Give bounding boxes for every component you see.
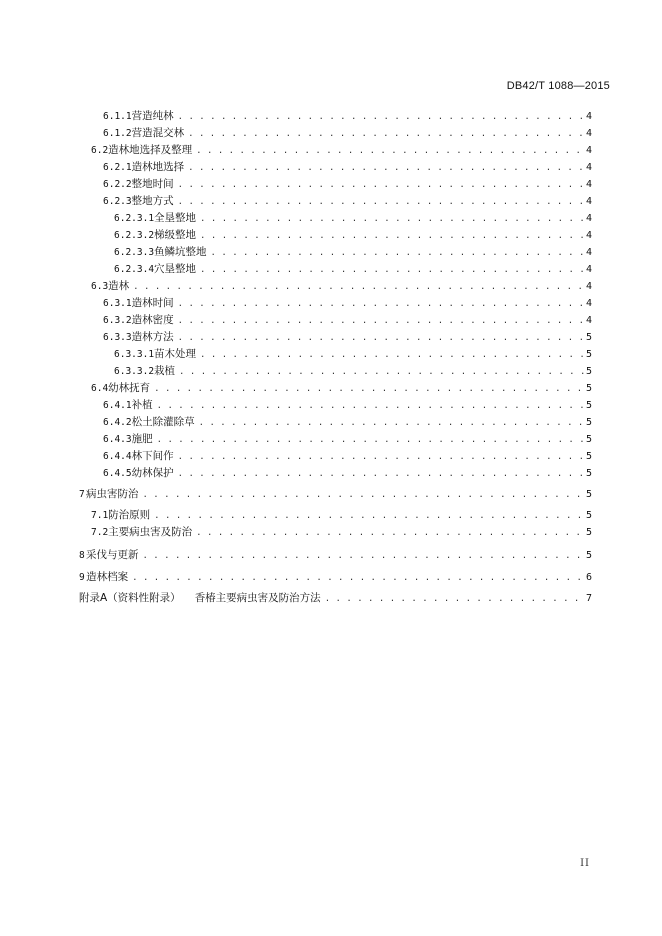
toc-entry-title: 防治原则 bbox=[108, 509, 151, 521]
page-number: II bbox=[580, 858, 590, 869]
toc-entry-number: 6.4.2 bbox=[103, 417, 132, 428]
toc-entry-number: 6.4.1 bbox=[103, 400, 132, 411]
toc-entry[interactable] bbox=[91, 525, 592, 540]
toc-entry-title: 栽植 bbox=[154, 365, 176, 377]
toc-entry-title: 造林密度 bbox=[131, 314, 174, 326]
toc-entry-title: 苗木处理 bbox=[154, 348, 197, 360]
toc-entry-title: 营造纯林 bbox=[131, 110, 174, 122]
toc-leader-dots bbox=[178, 450, 586, 464]
toc-entry[interactable] bbox=[103, 126, 592, 141]
toc-entry[interactable] bbox=[91, 381, 592, 396]
toc-leader-dots bbox=[200, 348, 586, 362]
toc-entry[interactable] bbox=[103, 194, 592, 209]
toc-leader-dots bbox=[178, 314, 586, 328]
toc-entry-page: 4 bbox=[585, 162, 592, 173]
toc-entry[interactable] bbox=[103, 330, 592, 345]
toc-entry-page: 5 bbox=[585, 489, 592, 500]
toc-leader-dots bbox=[178, 178, 586, 192]
toc-entry-page: 5 bbox=[585, 349, 592, 360]
table-of-contents bbox=[0, 106, 662, 626]
toc-entry-page: 6 bbox=[585, 572, 592, 583]
toc-entry-page: 4 bbox=[585, 315, 592, 326]
toc-entry-page: 5 bbox=[585, 417, 592, 428]
toc-leader-dots bbox=[132, 571, 586, 585]
toc-entry[interactable] bbox=[114, 364, 592, 379]
toc-entry-number: 6.3.2 bbox=[103, 315, 132, 326]
toc-entry-page: 5 bbox=[585, 383, 592, 394]
toc-entry-appendix[interactable] bbox=[79, 591, 592, 606]
toc-entry-title: 整地时间 bbox=[131, 178, 174, 190]
toc-entry-number: 6.4.4 bbox=[103, 451, 132, 462]
toc-leader-dots bbox=[200, 263, 586, 277]
toc-entry-page: 4 bbox=[585, 247, 592, 258]
toc-entry-number: 9 bbox=[79, 572, 85, 583]
toc-entry-title: 松土除灌除草 bbox=[131, 416, 195, 428]
toc-entry-title: 造林 bbox=[108, 280, 130, 292]
toc-leader-dots bbox=[196, 144, 586, 158]
toc-entry-number: 6.2.1 bbox=[103, 162, 132, 173]
toc-entry-page: 4 bbox=[585, 298, 592, 309]
page-header: DB42/T 1088—2015 bbox=[506, 80, 610, 92]
toc-entry[interactable] bbox=[79, 487, 592, 502]
toc-entry-title: 营造混交林 bbox=[131, 127, 185, 139]
toc-entry-title: 采伐与更新 bbox=[85, 549, 139, 561]
toc-entry-page: 4 bbox=[585, 281, 592, 292]
toc-entry-page: 4 bbox=[585, 179, 592, 190]
toc-entry-page: 4 bbox=[585, 196, 592, 207]
toc-leader-dots bbox=[142, 549, 586, 563]
toc-entry-page: 5 bbox=[585, 332, 592, 343]
toc-entry[interactable] bbox=[114, 228, 592, 243]
toc-entry-title: 主要病虫害及防治 bbox=[108, 526, 193, 538]
toc-entry-number: 6.2.3.4 bbox=[114, 264, 155, 275]
toc-entry-number: 6.2.3 bbox=[103, 196, 132, 207]
toc-entry[interactable] bbox=[103, 432, 592, 447]
toc-entry-number: 8 bbox=[79, 550, 85, 561]
toc-leader-dots bbox=[325, 592, 586, 606]
toc-entry-title: 施肥 bbox=[131, 433, 153, 445]
toc-entry-title: 造林地选择 bbox=[131, 161, 185, 173]
toc-entry-title: 造林地选择及整理 bbox=[108, 144, 193, 156]
toc-entry-title: 整地方式 bbox=[131, 195, 174, 207]
toc-entry-page: 5 bbox=[585, 550, 592, 561]
toc-entry[interactable] bbox=[114, 262, 592, 277]
toc-entry[interactable] bbox=[79, 548, 592, 563]
toc-entry-page: 4 bbox=[585, 145, 592, 156]
toc-leader-dots bbox=[154, 509, 586, 523]
toc-entry-page: 4 bbox=[585, 264, 592, 275]
toc-entry-title: 幼林抚育 bbox=[108, 382, 151, 394]
toc-leader-dots bbox=[200, 212, 586, 226]
toc-entry[interactable] bbox=[114, 347, 592, 362]
toc-entry[interactable] bbox=[103, 466, 592, 481]
toc-entry-number: 6.1.1 bbox=[103, 111, 132, 122]
toc-entry-page: 4 bbox=[585, 213, 592, 224]
toc-leader-dots bbox=[178, 195, 586, 209]
toc-entry-number: 7.1 bbox=[91, 510, 109, 521]
toc-entry-title: 鱼鳞坑整地 bbox=[154, 246, 207, 258]
toc-entry-number: 附录A（资料性附录） bbox=[79, 592, 181, 604]
toc-entry[interactable] bbox=[79, 570, 592, 585]
toc-leader-dots bbox=[178, 110, 586, 124]
toc-entry[interactable] bbox=[91, 143, 592, 158]
toc-entry-title: 梯级整地 bbox=[154, 229, 197, 241]
toc-entry[interactable] bbox=[114, 211, 592, 226]
toc-entry-title: 造林时间 bbox=[131, 297, 174, 309]
toc-entry-number: 6.2.2 bbox=[103, 179, 132, 190]
toc-entry-page: 4 bbox=[585, 128, 592, 139]
toc-leader-dots bbox=[133, 280, 586, 294]
toc-entry[interactable] bbox=[103, 415, 592, 430]
toc-entry-title: 香椿主要病虫害及防治方法 bbox=[194, 592, 321, 604]
toc-entry-page: 5 bbox=[585, 400, 592, 411]
toc-entry[interactable] bbox=[103, 160, 592, 175]
toc-leader-dots bbox=[178, 331, 586, 345]
toc-entry-title: 造林方法 bbox=[131, 331, 174, 343]
toc-entry-title: 林下间作 bbox=[131, 450, 174, 462]
toc-entry-number: 6.3.3.1 bbox=[114, 349, 155, 360]
toc-entry-number: 6.3.3 bbox=[103, 332, 132, 343]
toc-leader-dots bbox=[142, 488, 586, 502]
toc-entry-page: 5 bbox=[585, 451, 592, 462]
toc-entry-number: 6.2.3.1 bbox=[114, 213, 155, 224]
toc-entry-title: 补植 bbox=[131, 399, 153, 411]
toc-entry-title: 病虫害防治 bbox=[85, 488, 139, 500]
toc-leader-dots bbox=[157, 399, 586, 413]
toc-entry-page: 5 bbox=[585, 468, 592, 479]
toc-entry-number: 6.4 bbox=[91, 383, 109, 394]
toc-leader-dots bbox=[211, 246, 586, 260]
toc-leader-dots bbox=[179, 365, 586, 379]
toc-entry-number: 6.2.3.2 bbox=[114, 230, 155, 241]
toc-entry-number: 7 bbox=[79, 489, 85, 500]
toc-entry-title: 造林档案 bbox=[86, 571, 129, 583]
toc-entry[interactable] bbox=[103, 109, 592, 124]
toc-entry-page: 5 bbox=[585, 527, 592, 538]
toc-leader-dots bbox=[199, 416, 586, 430]
toc-leader-dots bbox=[196, 526, 586, 540]
toc-entry-page: 5 bbox=[585, 510, 592, 521]
toc-entry-number: 6.2.3.3 bbox=[114, 247, 155, 258]
toc-entry-title: 全垦整地 bbox=[154, 212, 197, 224]
toc-entry-number: 6.4.3 bbox=[103, 434, 132, 445]
toc-entry-page: 7 bbox=[585, 593, 592, 604]
toc-leader-dots bbox=[157, 433, 586, 447]
toc-entry-number: 7.2 bbox=[91, 527, 109, 538]
toc-entry-number: 6.3.3.2 bbox=[114, 366, 155, 377]
toc-entry-page: 4 bbox=[585, 230, 592, 241]
toc-entry-number: 6.3.1 bbox=[103, 298, 132, 309]
toc-entry-number: 6.2 bbox=[91, 145, 109, 156]
toc-entry-number: 6.1.2 bbox=[103, 128, 132, 139]
toc-entry-page: 4 bbox=[585, 111, 592, 122]
toc-leader-dots bbox=[200, 229, 586, 243]
toc-entry-page: 5 bbox=[585, 434, 592, 445]
toc-entry[interactable] bbox=[103, 398, 592, 413]
toc-entry[interactable] bbox=[103, 449, 592, 464]
toc-entry-title: 幼林保护 bbox=[131, 467, 174, 479]
toc-entry[interactable] bbox=[103, 177, 592, 192]
toc-leader-dots bbox=[188, 127, 586, 141]
toc-entry[interactable] bbox=[103, 313, 592, 328]
toc-entry[interactable] bbox=[91, 508, 592, 523]
toc-leader-dots bbox=[178, 467, 586, 481]
toc-entry-page: 5 bbox=[585, 366, 592, 377]
toc-leader-dots bbox=[178, 297, 586, 311]
toc-leader-dots bbox=[154, 382, 586, 396]
toc-entry-number: 6.3 bbox=[91, 281, 109, 292]
toc-entry[interactable] bbox=[114, 245, 592, 260]
toc-entry-title: 穴垦整地 bbox=[154, 263, 197, 275]
toc-leader-dots bbox=[188, 161, 586, 175]
toc-entry[interactable] bbox=[91, 279, 592, 294]
toc-entry-number: 6.4.5 bbox=[103, 468, 132, 479]
toc-entry[interactable] bbox=[103, 296, 592, 311]
